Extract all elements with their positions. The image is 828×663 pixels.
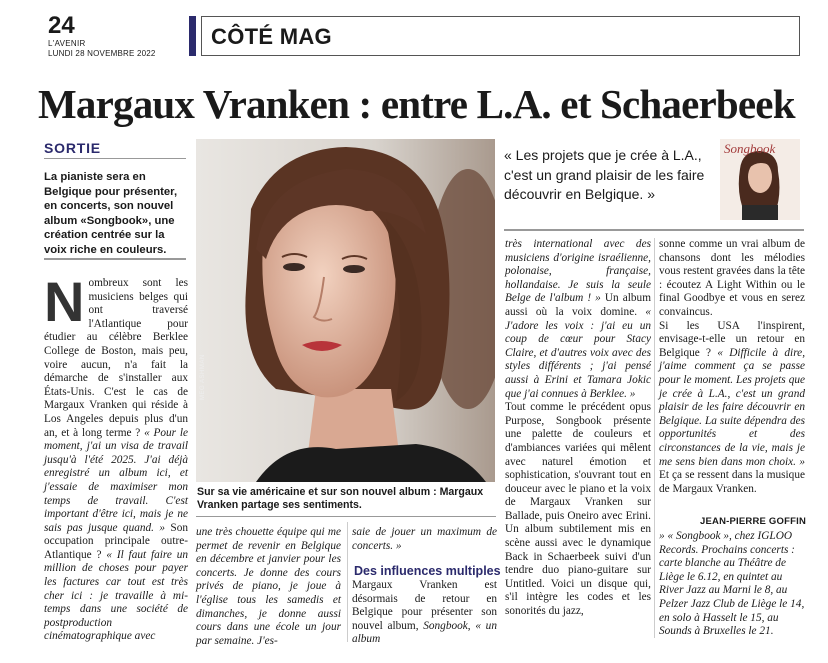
author-byline: JEAN-PIERRE GOFFIN — [700, 516, 806, 527]
album-cover-title: Songbook — [724, 141, 776, 156]
portrait-photo — [196, 139, 495, 482]
body-text: Et ça se ressent dans la musique de Margaux Vranken. — [659, 469, 805, 495]
article-column-3: saie de jouer un maximum de concerts. » — [352, 526, 497, 552]
column-divider — [654, 238, 655, 638]
newspaper-name: L'AVENIR — [48, 39, 86, 48]
section-title: CÔTÉ MAG — [211, 24, 332, 49]
photo-credit: MEG ASHMAN — [200, 354, 206, 400]
concert-info: » « Songbook », chez IGLOO Records. Prochains concerts : carte blanche au Théâtre de Liège le 6.12, en quintet au River Jazz au Marni le 8, au Pelzer Jazz Club de Liège le 14, en solo à Hasselt le 15, au Sounds à Bruxelles le 21. — [659, 530, 805, 638]
article-column-4 — [505, 238, 651, 619]
lead-rule — [44, 258, 186, 260]
body-text: Si les USA l'inspirent, envisage-t-elle un retour en Belgique ? — [659, 319, 805, 359]
subheading: Des influences multiples — [354, 564, 501, 578]
body-text: Margaux Vranken est désormais de retour en Belgique pour présenter son nouvel album, — [352, 579, 497, 632]
article-column-1 — [44, 270, 189, 644]
body-text: , — [467, 619, 476, 632]
article-column-2: une très chouette équipe qui me permet de revenir en Belgique en décembre et janvier pour les concerts. Je donne des cours privés de piano, je joue à l'église tous les samedis et dimanches, je donne aussi cours dans une école un jour par semaine. J'es- — [196, 526, 341, 647]
publication-date: LUNDI 28 NOVEMBRE 2022 — [48, 49, 156, 58]
quote-text: « J'adore les voix : j'ai eu un coup de cœur pour Stacy Claire, et d'autres voix avec des styles différents ; j'ai pensé aussi à Erini et Tamara Jokic que j'ai connues à Berklee. » — [505, 305, 652, 400]
pull-quote: « Les projets que je crée à L.A., c'est un grand plaisir de les faire découvrir en Belgique. » — [504, 147, 705, 202]
quote-text: « Il faut faire un million de choses pour payer les factures car tout est très cher ici : je travaille à mi-temps dans une société de postproduction cinématographique avec — [44, 548, 188, 643]
portrait-illustration — [196, 139, 495, 482]
photo-caption: Sur sa vie américaine et sur son nouvel album : Margaux Vranken partage ses sentiments. — [197, 486, 484, 511]
article-column-5 — [659, 238, 805, 496]
album-title-text: Songbook — [423, 619, 468, 632]
body-text: Son occupation principale outre-Atlantique ? — [44, 521, 189, 561]
pull-quote-rule — [504, 229, 804, 231]
body-text: ombreux sont les musiciens belges qui ont traversé l'Atlantique pour étudier au célèbre Berklee College de Boston, mais peu, voire aucun, n'a fait la démarche de s'installer aux États-Unis. C'est le cas de Margaux Vranken qui réside à Los Angeles depuis plus d'un an, et à long terme ? — [44, 277, 188, 439]
article-column-3-continued — [352, 579, 497, 647]
quote-text: « un album — [352, 619, 497, 646]
kicker: SORTIE — [44, 140, 101, 156]
body-text: Tout comme le précédent opus Purpose, Songbook présente une palette de couleurs et d'ambiances variées qui mêlent avec naturel émotion et sophistication, s'ouvrant tout en douceur avec le piano et la voix de Margaux Vranken sur Ballade, puis Oneiro avec Erini. Un album subtilement mis en scène aussi avec le dynamique Back in Schaerbeek suivi d'un tendre duo piano-guitare sur Untitled. Voici un disque qui, s'il intègre les codes et les sonorités du jazz, — [505, 401, 651, 618]
album-cover-art — [720, 139, 800, 220]
kicker-rule — [44, 158, 186, 159]
quote-text: très international avec des musiciens d'origine israélienne, polonaise, française, hollandaise. Je suis la seule Belge de l'album ! » — [505, 238, 651, 305]
page-number: 24 — [48, 12, 75, 39]
quote-text: « Pour le moment, j'ai un visa de travail jusqu'à l'été 2025. J'ai déjà enregistré un album ici, et j'essaie de maximiser mon temps de travail. C'est important d'être ici, mais je ne sais pas jusque quand. » — [44, 426, 188, 534]
column-divider — [347, 522, 348, 642]
headline: Margaux Vranken : entre L.A. et Schaerbeek — [38, 81, 795, 127]
body-text: Un album aussi où la voix domine. — [505, 292, 651, 318]
drop-cap: N — [44, 270, 85, 333]
caption-rule — [196, 516, 496, 517]
album-cover — [720, 139, 800, 220]
quote-text: « Difficile à dire, j'aime comment ça se passe pour le moment. Les projets que je crée à L.A., c'est un grand plaisir de les faire découvrir en Belgique. La suite dépendra des opportunités et des circonstances de la vie, mais je me sens bien dans mon choix. » — [659, 346, 806, 468]
section-accent-bar — [189, 16, 196, 56]
body-text: sonne comme un vrai album de chansons dont les mélodies vous restent gravées dans la tête : écoutez A Light Within ou le final Goodbye et vous en serez convaincus. — [659, 238, 805, 318]
lead-paragraph: La pianiste sera en Belgique pour présenter, en concerts, son nouvel album «Songbook», une création centrée sur la voix riche en couleurs. — [44, 171, 178, 256]
